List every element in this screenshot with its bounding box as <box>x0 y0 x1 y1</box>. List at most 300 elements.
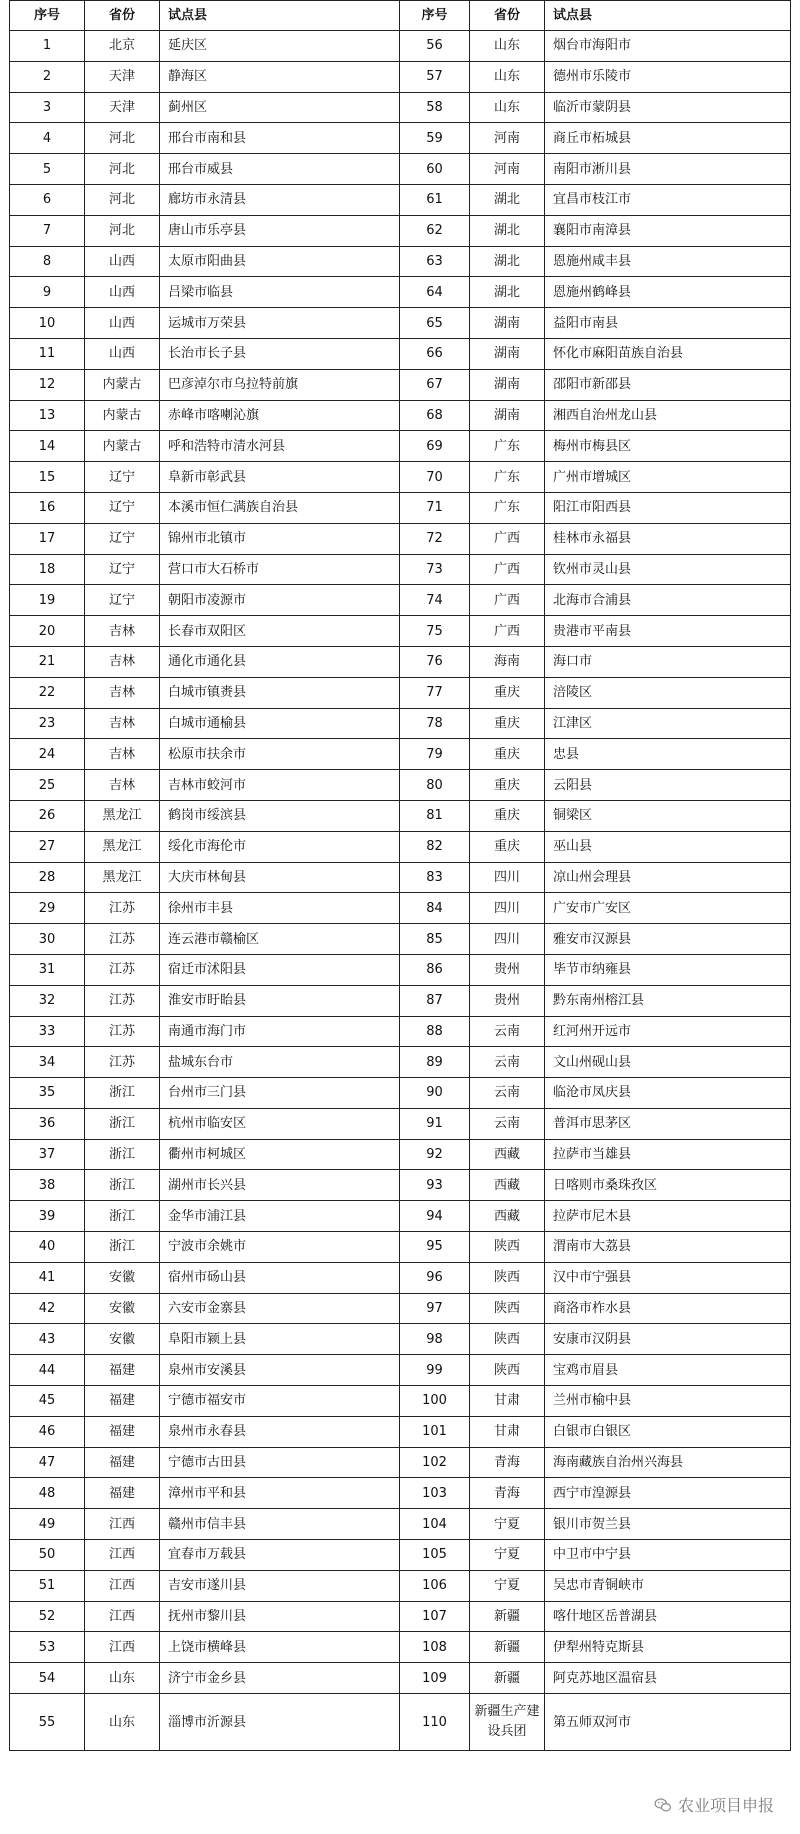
seq-cell: 47 <box>10 1447 85 1478</box>
county-cell: 宁德市古田县 <box>160 1447 400 1478</box>
province-cell: 安徽 <box>85 1293 160 1324</box>
seq-cell: 90 <box>400 1078 470 1109</box>
county-cell: 湘西自治州龙山县 <box>545 400 791 431</box>
table-row <box>10 400 791 431</box>
seq-cell: 16 <box>10 492 85 523</box>
seq-cell: 81 <box>400 800 470 831</box>
county-cell: 兰州市榆中县 <box>545 1386 791 1417</box>
county-cell: 阜新市彰武县 <box>160 462 400 493</box>
table-row <box>10 1262 791 1293</box>
province-cell: 西藏 <box>470 1170 545 1201</box>
county-cell: 雅安市汉源县 <box>545 924 791 955</box>
seq-cell: 39 <box>10 1201 85 1232</box>
province-cell: 湖北 <box>470 184 545 215</box>
county-cell: 德州市乐陵市 <box>545 61 791 92</box>
province-cell: 湖北 <box>470 246 545 277</box>
province-cell: 天津 <box>85 61 160 92</box>
table-row <box>10 985 791 1016</box>
seq-cell: 59 <box>400 123 470 154</box>
header-seq: 序号 <box>10 1 85 31</box>
province-cell: 陕西 <box>470 1262 545 1293</box>
seq-cell: 24 <box>10 739 85 770</box>
province-cell: 江苏 <box>85 893 160 924</box>
seq-cell: 83 <box>400 862 470 893</box>
county-cell: 中卫市中宁县 <box>545 1540 791 1571</box>
county-cell: 鹤岗市绥滨县 <box>160 800 400 831</box>
province-cell: 湖北 <box>470 277 545 308</box>
province-cell: 陕西 <box>470 1293 545 1324</box>
county-cell: 南通市海门市 <box>160 1016 400 1047</box>
county-cell: 汉中市宁强县 <box>545 1262 791 1293</box>
seq-cell: 99 <box>400 1355 470 1386</box>
table-row <box>10 677 791 708</box>
table-row <box>10 431 791 462</box>
province-cell: 福建 <box>85 1355 160 1386</box>
county-cell: 第五师双河市 <box>545 1694 791 1751</box>
province-cell: 内蒙古 <box>85 400 160 431</box>
seq-cell: 7 <box>10 215 85 246</box>
county-cell: 淄博市沂源县 <box>160 1694 400 1751</box>
county-cell: 赣州市信丰县 <box>160 1509 400 1540</box>
province-cell: 山西 <box>85 277 160 308</box>
province-cell: 陕西 <box>470 1232 545 1263</box>
seq-cell: 96 <box>400 1262 470 1293</box>
province-cell: 山东 <box>85 1694 160 1751</box>
county-cell: 恩施州咸丰县 <box>545 246 791 277</box>
table-row <box>10 646 791 677</box>
seq-cell: 17 <box>10 523 85 554</box>
county-cell: 拉萨市尼木县 <box>545 1201 791 1232</box>
county-cell: 连云港市赣榆区 <box>160 924 400 955</box>
province-cell: 云南 <box>470 1078 545 1109</box>
county-cell: 大庆市林甸县 <box>160 862 400 893</box>
province-cell: 福建 <box>85 1416 160 1447</box>
province-cell: 浙江 <box>85 1201 160 1232</box>
province-cell: 重庆 <box>470 708 545 739</box>
seq-cell: 88 <box>400 1016 470 1047</box>
table-row <box>10 831 791 862</box>
header-seq-2: 序号 <box>400 1 470 31</box>
seq-cell: 75 <box>400 616 470 647</box>
province-cell: 河南 <box>470 123 545 154</box>
seq-cell: 110 <box>400 1694 470 1751</box>
county-cell: 唐山市乐亭县 <box>160 215 400 246</box>
province-cell: 宁夏 <box>470 1570 545 1601</box>
province-cell: 广西 <box>470 585 545 616</box>
province-cell: 广西 <box>470 616 545 647</box>
county-cell: 邵阳市新邵县 <box>545 369 791 400</box>
seq-cell: 68 <box>400 400 470 431</box>
province-cell: 湖南 <box>470 308 545 339</box>
table-row <box>10 523 791 554</box>
table-row <box>10 1509 791 1540</box>
county-cell: 海口市 <box>545 646 791 677</box>
county-cell: 广安市广安区 <box>545 893 791 924</box>
province-cell: 重庆 <box>470 800 545 831</box>
seq-cell: 27 <box>10 831 85 862</box>
seq-cell: 6 <box>10 184 85 215</box>
seq-cell: 82 <box>400 831 470 862</box>
table-row <box>10 770 791 801</box>
seq-cell: 109 <box>400 1663 470 1694</box>
table-row <box>10 31 791 62</box>
county-cell: 忠县 <box>545 739 791 770</box>
province-cell: 重庆 <box>470 739 545 770</box>
province-cell: 内蒙古 <box>85 431 160 462</box>
province-cell: 湖南 <box>470 400 545 431</box>
seq-cell: 8 <box>10 246 85 277</box>
table-row <box>10 585 791 616</box>
seq-cell: 15 <box>10 462 85 493</box>
province-cell: 山西 <box>85 338 160 369</box>
table-row <box>10 1601 791 1632</box>
table-row <box>10 924 791 955</box>
table-row <box>10 954 791 985</box>
province-cell: 广西 <box>470 554 545 585</box>
seq-cell: 57 <box>400 61 470 92</box>
seq-cell: 58 <box>400 92 470 123</box>
county-cell: 吴忠市青铜峡市 <box>545 1570 791 1601</box>
seq-cell: 107 <box>400 1601 470 1632</box>
seq-cell: 48 <box>10 1478 85 1509</box>
header-county: 试点县 <box>160 1 400 31</box>
province-cell: 山东 <box>85 1663 160 1694</box>
table-row <box>10 215 791 246</box>
county-cell: 本溪市恒仁满族自治县 <box>160 492 400 523</box>
county-cell: 宿迁市沭阳县 <box>160 954 400 985</box>
seq-cell: 103 <box>400 1478 470 1509</box>
province-cell: 新疆 <box>470 1601 545 1632</box>
county-cell: 湖州市长兴县 <box>160 1170 400 1201</box>
county-cell: 通化市通化县 <box>160 646 400 677</box>
seq-cell: 101 <box>400 1416 470 1447</box>
table-row <box>10 1386 791 1417</box>
county-cell: 拉萨市当雄县 <box>545 1139 791 1170</box>
seq-cell: 19 <box>10 585 85 616</box>
province-cell: 福建 <box>85 1386 160 1417</box>
province-cell: 江苏 <box>85 924 160 955</box>
province-cell: 辽宁 <box>85 492 160 523</box>
county-cell: 渭南市大荔县 <box>545 1232 791 1263</box>
county-cell: 吕梁市临县 <box>160 277 400 308</box>
header-province-2: 省份 <box>470 1 545 31</box>
county-cell: 松原市扶余市 <box>160 739 400 770</box>
seq-cell: 1 <box>10 31 85 62</box>
county-cell: 江津区 <box>545 708 791 739</box>
seq-cell: 22 <box>10 677 85 708</box>
county-cell: 济宁市金乡县 <box>160 1663 400 1694</box>
seq-cell: 18 <box>10 554 85 585</box>
table-row <box>10 92 791 123</box>
seq-cell: 71 <box>400 492 470 523</box>
county-cell: 商洛市柞水县 <box>545 1293 791 1324</box>
table-row <box>10 61 791 92</box>
county-cell: 宜春市万载县 <box>160 1540 400 1571</box>
county-cell: 铜梁区 <box>545 800 791 831</box>
county-cell: 巴彦淖尔市乌拉特前旗 <box>160 369 400 400</box>
county-cell: 宿州市砀山县 <box>160 1262 400 1293</box>
county-cell: 黔东南州榕江县 <box>545 985 791 1016</box>
seq-cell: 70 <box>400 462 470 493</box>
province-cell: 山东 <box>470 31 545 62</box>
county-cell: 邢台市威县 <box>160 154 400 185</box>
county-cell: 伊犁州特克斯县 <box>545 1632 791 1663</box>
county-cell: 赤峰市喀喇沁旗 <box>160 400 400 431</box>
seq-cell: 42 <box>10 1293 85 1324</box>
county-cell: 衢州市柯城区 <box>160 1139 400 1170</box>
province-cell: 江西 <box>85 1509 160 1540</box>
table-row <box>10 1201 791 1232</box>
seq-cell: 79 <box>400 739 470 770</box>
county-cell: 上饶市横峰县 <box>160 1632 400 1663</box>
province-cell: 浙江 <box>85 1232 160 1263</box>
table-row <box>10 616 791 647</box>
seq-cell: 64 <box>400 277 470 308</box>
province-cell: 黑龙江 <box>85 800 160 831</box>
seq-cell: 21 <box>10 646 85 677</box>
county-cell: 长春市双阳区 <box>160 616 400 647</box>
table-row <box>10 1447 791 1478</box>
province-cell: 新疆生产建设兵团 <box>470 1694 545 1751</box>
county-cell: 临沧市凤庆县 <box>545 1078 791 1109</box>
county-cell: 营口市大石桥市 <box>160 554 400 585</box>
county-cell: 阿克苏地区温宿县 <box>545 1663 791 1694</box>
seq-cell: 28 <box>10 862 85 893</box>
province-cell: 江苏 <box>85 1016 160 1047</box>
province-cell: 福建 <box>85 1447 160 1478</box>
province-cell: 甘肃 <box>470 1386 545 1417</box>
seq-cell: 55 <box>10 1694 85 1751</box>
seq-cell: 4 <box>10 123 85 154</box>
seq-cell: 102 <box>400 1447 470 1478</box>
county-cell: 宁波市余姚市 <box>160 1232 400 1263</box>
province-cell: 安徽 <box>85 1324 160 1355</box>
province-cell: 江西 <box>85 1632 160 1663</box>
table-row <box>10 1293 791 1324</box>
province-cell: 江苏 <box>85 985 160 1016</box>
province-cell: 河北 <box>85 123 160 154</box>
table-row <box>10 1108 791 1139</box>
seq-cell: 72 <box>400 523 470 554</box>
county-cell: 阜阳市颍上县 <box>160 1324 400 1355</box>
county-cell: 邢台市南和县 <box>160 123 400 154</box>
province-cell: 吉林 <box>85 739 160 770</box>
seq-cell: 84 <box>400 893 470 924</box>
table-row <box>10 462 791 493</box>
table-row <box>10 1139 791 1170</box>
county-cell: 安康市汉阴县 <box>545 1324 791 1355</box>
seq-cell: 63 <box>400 246 470 277</box>
seq-cell: 106 <box>400 1570 470 1601</box>
province-cell: 山西 <box>85 308 160 339</box>
province-cell: 辽宁 <box>85 462 160 493</box>
seq-cell: 23 <box>10 708 85 739</box>
county-cell: 喀什地区岳普湖县 <box>545 1601 791 1632</box>
watermark <box>650 1791 778 1818</box>
seq-cell: 67 <box>400 369 470 400</box>
county-cell: 宁德市福安市 <box>160 1386 400 1417</box>
table-row <box>10 184 791 215</box>
province-cell: 浙江 <box>85 1139 160 1170</box>
province-cell: 福建 <box>85 1478 160 1509</box>
seq-cell: 80 <box>400 770 470 801</box>
table-row <box>10 492 791 523</box>
table-row <box>10 554 791 585</box>
seq-cell: 11 <box>10 338 85 369</box>
county-cell: 泉州市安溪县 <box>160 1355 400 1386</box>
seq-cell: 12 <box>10 369 85 400</box>
province-cell: 安徽 <box>85 1262 160 1293</box>
seq-cell: 86 <box>400 954 470 985</box>
seq-cell: 93 <box>400 1170 470 1201</box>
province-cell: 青海 <box>470 1447 545 1478</box>
county-cell: 涪陵区 <box>545 677 791 708</box>
province-cell: 北京 <box>85 31 160 62</box>
seq-cell: 104 <box>400 1509 470 1540</box>
table-row <box>10 893 791 924</box>
province-cell: 云南 <box>470 1108 545 1139</box>
province-cell: 浙江 <box>85 1078 160 1109</box>
county-cell: 朝阳市凌源市 <box>160 585 400 616</box>
wechat-icon <box>654 1796 672 1814</box>
table-row <box>10 338 791 369</box>
county-cell: 桂林市永福县 <box>545 523 791 554</box>
county-cell: 绥化市海伦市 <box>160 831 400 862</box>
seq-cell: 44 <box>10 1355 85 1386</box>
county-cell: 恩施州鹤峰县 <box>545 277 791 308</box>
province-cell: 内蒙古 <box>85 369 160 400</box>
county-cell: 广州市增城区 <box>545 462 791 493</box>
seq-cell: 43 <box>10 1324 85 1355</box>
seq-cell: 41 <box>10 1262 85 1293</box>
province-cell: 天津 <box>85 92 160 123</box>
seq-cell: 2 <box>10 61 85 92</box>
seq-cell: 56 <box>400 31 470 62</box>
seq-cell: 95 <box>400 1232 470 1263</box>
seq-cell: 25 <box>10 770 85 801</box>
seq-cell: 20 <box>10 616 85 647</box>
county-cell: 阳江市阳西县 <box>545 492 791 523</box>
table-row <box>10 1324 791 1355</box>
province-cell: 宁夏 <box>470 1540 545 1571</box>
province-cell: 广东 <box>470 462 545 493</box>
province-cell: 陕西 <box>470 1324 545 1355</box>
county-cell: 红河州开远市 <box>545 1016 791 1047</box>
seq-cell: 3 <box>10 92 85 123</box>
county-cell: 台州市三门县 <box>160 1078 400 1109</box>
province-cell: 陕西 <box>470 1355 545 1386</box>
province-cell: 重庆 <box>470 677 545 708</box>
county-cell: 宜昌市枝江市 <box>545 184 791 215</box>
pilot-county-table <box>9 0 791 1751</box>
county-cell: 长治市长子县 <box>160 338 400 369</box>
table-row <box>10 246 791 277</box>
table-row <box>10 369 791 400</box>
seq-cell: 45 <box>10 1386 85 1417</box>
province-cell: 贵州 <box>470 985 545 1016</box>
seq-cell: 73 <box>400 554 470 585</box>
county-cell: 银川市贺兰县 <box>545 1509 791 1540</box>
header-province: 省份 <box>85 1 160 31</box>
province-cell: 重庆 <box>470 770 545 801</box>
county-cell: 西宁市湟源县 <box>545 1478 791 1509</box>
province-cell: 广西 <box>470 523 545 554</box>
seq-cell: 50 <box>10 1540 85 1571</box>
province-cell: 重庆 <box>470 831 545 862</box>
seq-cell: 97 <box>400 1293 470 1324</box>
seq-cell: 52 <box>10 1601 85 1632</box>
table-row <box>10 1570 791 1601</box>
province-cell: 江苏 <box>85 1047 160 1078</box>
county-cell: 巫山县 <box>545 831 791 862</box>
province-cell: 吉林 <box>85 708 160 739</box>
county-cell: 怀化市麻阳苗族自治县 <box>545 338 791 369</box>
table-row <box>10 308 791 339</box>
seq-cell: 9 <box>10 277 85 308</box>
county-cell: 临沂市蒙阴县 <box>545 92 791 123</box>
province-cell: 四川 <box>470 862 545 893</box>
county-cell: 抚州市黎川县 <box>160 1601 400 1632</box>
county-cell: 运城市万荣县 <box>160 308 400 339</box>
county-cell: 杭州市临安区 <box>160 1108 400 1139</box>
county-cell: 襄阳市南漳县 <box>545 215 791 246</box>
county-cell: 商丘市柘城县 <box>545 123 791 154</box>
county-cell: 文山州砚山县 <box>545 1047 791 1078</box>
county-cell: 白银市白银区 <box>545 1416 791 1447</box>
province-cell: 广东 <box>470 431 545 462</box>
county-cell: 毕节市纳雍县 <box>545 954 791 985</box>
province-cell: 云南 <box>470 1016 545 1047</box>
seq-cell: 66 <box>400 338 470 369</box>
county-cell: 蓟州区 <box>160 92 400 123</box>
table-row <box>10 1170 791 1201</box>
seq-cell: 74 <box>400 585 470 616</box>
county-cell: 贵港市平南县 <box>545 616 791 647</box>
province-cell: 湖南 <box>470 369 545 400</box>
seq-cell: 105 <box>400 1540 470 1571</box>
province-cell: 新疆 <box>470 1663 545 1694</box>
table-row <box>10 154 791 185</box>
province-cell: 浙江 <box>85 1170 160 1201</box>
county-cell: 淮安市盱眙县 <box>160 985 400 1016</box>
province-cell: 四川 <box>470 893 545 924</box>
seq-cell: 49 <box>10 1509 85 1540</box>
table-row <box>10 1078 791 1109</box>
province-cell: 湖南 <box>470 338 545 369</box>
province-cell: 四川 <box>470 924 545 955</box>
seq-cell: 85 <box>400 924 470 955</box>
seq-cell: 26 <box>10 800 85 831</box>
seq-cell: 33 <box>10 1016 85 1047</box>
province-cell: 新疆 <box>470 1632 545 1663</box>
seq-cell: 13 <box>10 400 85 431</box>
seq-cell: 34 <box>10 1047 85 1078</box>
county-cell: 延庆区 <box>160 31 400 62</box>
province-cell: 河北 <box>85 215 160 246</box>
county-cell: 泉州市永春县 <box>160 1416 400 1447</box>
province-cell: 江西 <box>85 1540 160 1571</box>
seq-cell: 37 <box>10 1139 85 1170</box>
seq-cell: 65 <box>400 308 470 339</box>
county-cell: 宝鸡市眉县 <box>545 1355 791 1386</box>
county-cell: 白城市通榆县 <box>160 708 400 739</box>
seq-cell: 30 <box>10 924 85 955</box>
province-cell: 浙江 <box>85 1108 160 1139</box>
province-cell: 河北 <box>85 184 160 215</box>
county-cell: 益阳市南县 <box>545 308 791 339</box>
seq-cell: 89 <box>400 1047 470 1078</box>
county-cell: 海南藏族自治州兴海县 <box>545 1447 791 1478</box>
